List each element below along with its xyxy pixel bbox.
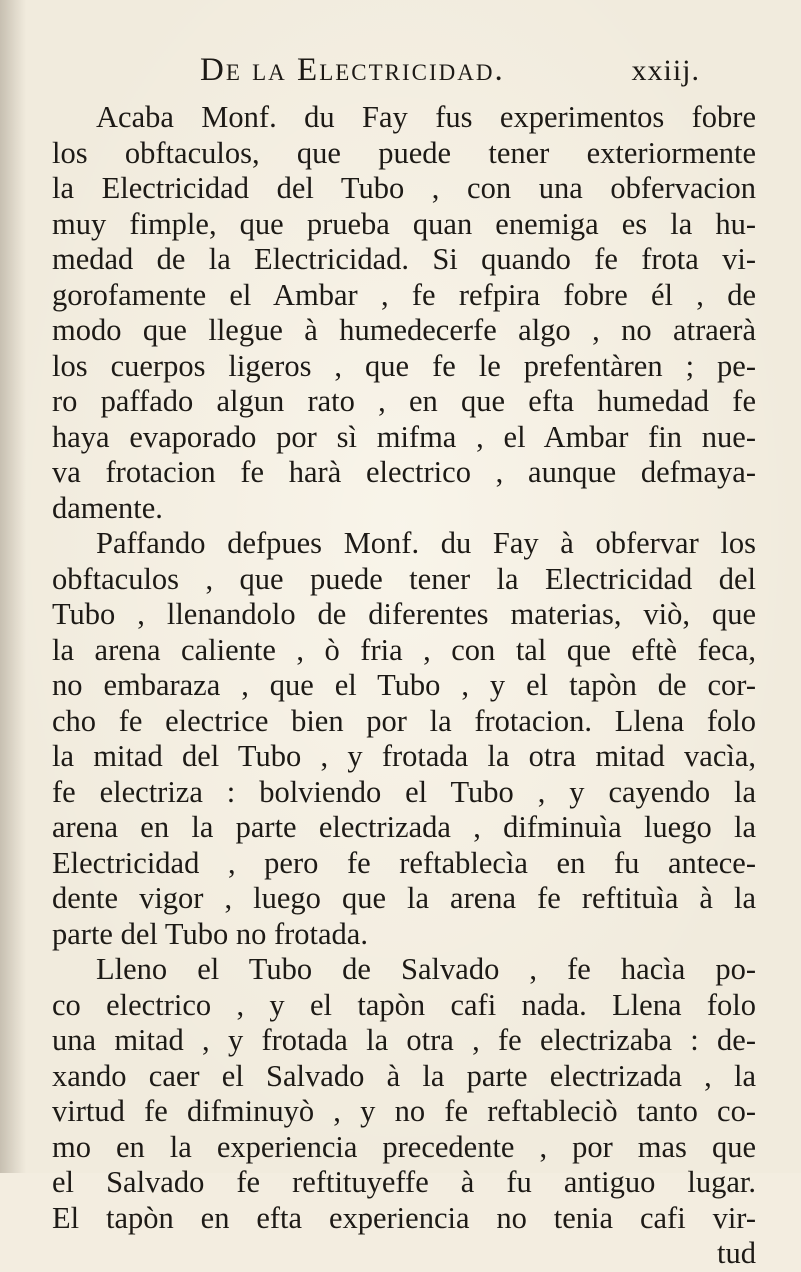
text-line: mo en la experiencia precedente , por mas que	[52, 1129, 756, 1164]
page-number: xxiij.	[631, 54, 700, 87]
text-line: no embaraza , que el Tubo , y el tapòn de cor-	[52, 668, 756, 702]
running-title: De la Electricidad.	[200, 52, 505, 88]
text-line: damente.	[52, 490, 163, 525]
text-line: obftaculos , que puede tener la Electricidad del	[52, 561, 756, 596]
text-line: una mitad , y frotada la otra , fe electrizaba : de-	[52, 1023, 756, 1057]
text-line: ro paffado algun rato , en que efta humedad fe	[52, 384, 756, 418]
text-line: Electricidad , pero fe reftablecìa en fu antece-	[52, 845, 756, 880]
text-line: Lleno el Tubo de Salvado , fe hacìa po-	[96, 952, 756, 986]
binding-shadow	[0, 0, 26, 1173]
text-line: el Salvado fe reftituyeffe à fu antiguo lugar.	[52, 1165, 756, 1199]
text-line: El tapòn en efta experiencia no tenia cafi vir-	[52, 1200, 756, 1235]
text-line: co electrico , y el tapòn cafi nada. Llena folo	[52, 987, 756, 1022]
text-line: los obftaculos, que puede tener exteriormente	[52, 135, 756, 170]
text-line: muy fimple, que prueba quan enemiga es la hu-	[52, 206, 756, 241]
page-header	[200, 52, 700, 96]
text-line: Paffando defpues Monf. du Fay à obfervar los	[96, 526, 756, 560]
text-line: modo que llegue à humedecerfe algo , no atraerà	[52, 313, 756, 347]
text-line: arena en la parte electrizada , difminuìa luego la	[52, 810, 756, 844]
text-line: haya evaporado por sì mifma , el Ambar fin nue-	[52, 419, 756, 454]
text-line: virtud fe difminuyò , y no fe reftableciò tanto co-	[52, 1094, 756, 1128]
text-line: fe electriza : bolviendo el Tubo , y cayendo la	[52, 774, 756, 809]
text-line: Acaba Monf. du Fay fus experimentos fobre	[96, 100, 756, 134]
text-line: medad de la Electricidad. Si quando fe frota vi-	[52, 242, 756, 276]
text-line: parte del Tubo no frotada.	[52, 916, 368, 951]
text-line: gorofamente el Ambar , fe refpira fobre él , de	[52, 277, 756, 312]
text-line: la mitad del Tubo , y frotada la otra mitad vacìa,	[52, 739, 756, 773]
text-line: cho fe electrice bien por la frotacion. Llena folo	[52, 703, 756, 738]
text-line: la Electricidad del Tubo , con una obfervacion	[52, 171, 756, 205]
text-line: Tubo , llenandolo de diferentes materias, viò, que	[52, 597, 756, 631]
text-line: xando caer el Salvado à la parte electrizada , la	[52, 1058, 756, 1093]
body-text	[52, 100, 756, 1272]
catchword: tud	[717, 1236, 756, 1270]
text-line: la arena caliente , ò fria , con tal que eftè feca,	[52, 632, 756, 667]
text-line: los cuerpos ligeros , que fe le prefentàren ; pe-	[52, 348, 756, 383]
text-line: dente vigor , luego que la arena fe reftituìa à la	[52, 881, 756, 915]
text-line: va frotacion fe harà electrico , aunque defmaya-	[52, 455, 756, 489]
